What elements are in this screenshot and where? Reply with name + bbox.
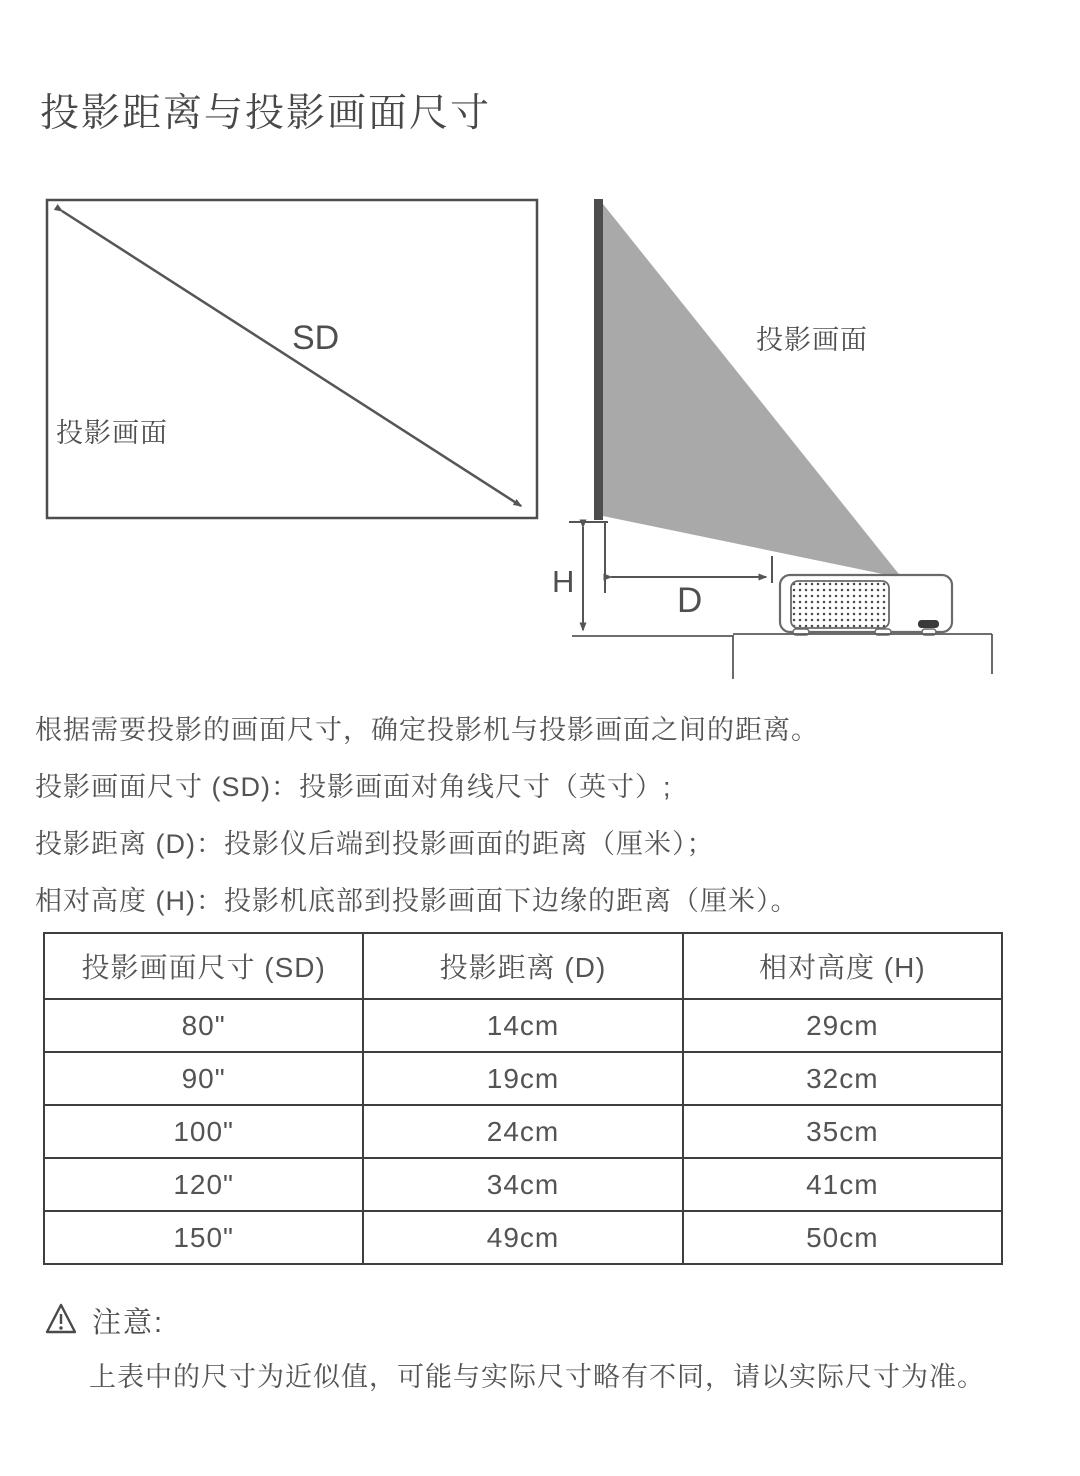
note-label: 注意: (92, 1307, 165, 1339)
h-definition-text: 相对高度 (H)：投影机底部到投影画面下边缘的距离（厘米）。 (35, 886, 799, 916)
projection-beam (603, 204, 902, 578)
d-definition-text: 投影距离 (D)：投影仪后端到投影画面的距离（厘米）； (35, 829, 715, 859)
projector-button (918, 620, 939, 628)
h-value: 32cm (683, 1052, 1002, 1105)
sd-definition-text: 投影画面尺寸 (SD)：投影画面对角线尺寸（英寸）; (35, 772, 672, 802)
d-label: D (677, 581, 703, 620)
projector-grille (791, 581, 889, 628)
projection-diagram (0, 0, 1080, 710)
table-row (44, 999, 1002, 1052)
d-value: 49cm (363, 1211, 682, 1264)
h-value: 29cm (683, 999, 1002, 1052)
screen-front-label: 投影画面 (56, 418, 168, 448)
h-value: 50cm (683, 1211, 1002, 1264)
intro-text: 根据需要投影的画面尺寸，确定投影机与投影画面之间的距离。 (35, 715, 819, 745)
h-label: H (552, 564, 575, 599)
screen-side-bar (594, 199, 603, 520)
d-value: 24cm (363, 1105, 682, 1158)
table-row (44, 1105, 1002, 1158)
table-header-h: 相对高度 (H) (683, 933, 1002, 999)
note-text: 上表中的尺寸为近似值，可能与实际尺寸略有不同，请以实际尺寸为准。 (89, 1362, 985, 1392)
table-header-sd: 投影画面尺寸 (SD) (44, 933, 363, 999)
sd-value: 80" (44, 999, 363, 1052)
warning-triangle-icon (44, 1301, 78, 1337)
page-title: 投影距离与投影画面尺寸 (40, 92, 492, 135)
sd-value: 120" (44, 1158, 363, 1211)
h-value: 35cm (683, 1105, 1002, 1158)
sd-value: 100" (44, 1105, 363, 1158)
sd-value: 90" (44, 1052, 363, 1105)
d-value: 19cm (363, 1052, 682, 1105)
table-row (44, 1211, 1002, 1264)
sd-label: SD (292, 319, 340, 357)
d-value: 34cm (363, 1158, 682, 1211)
diagonal-arrow (62, 211, 521, 506)
d-value: 14cm (363, 999, 682, 1052)
table-surface (572, 634, 992, 679)
beam-label: 投影画面 (756, 325, 868, 355)
table-header-d: 投影距离 (D) (363, 933, 682, 999)
projector-illustration (780, 575, 952, 635)
spec-table (43, 932, 1003, 1265)
table-header-row (44, 933, 1002, 999)
table-row (44, 1052, 1002, 1105)
sd-value: 150" (44, 1211, 363, 1264)
h-value: 41cm (683, 1158, 1002, 1211)
table-row (44, 1158, 1002, 1211)
